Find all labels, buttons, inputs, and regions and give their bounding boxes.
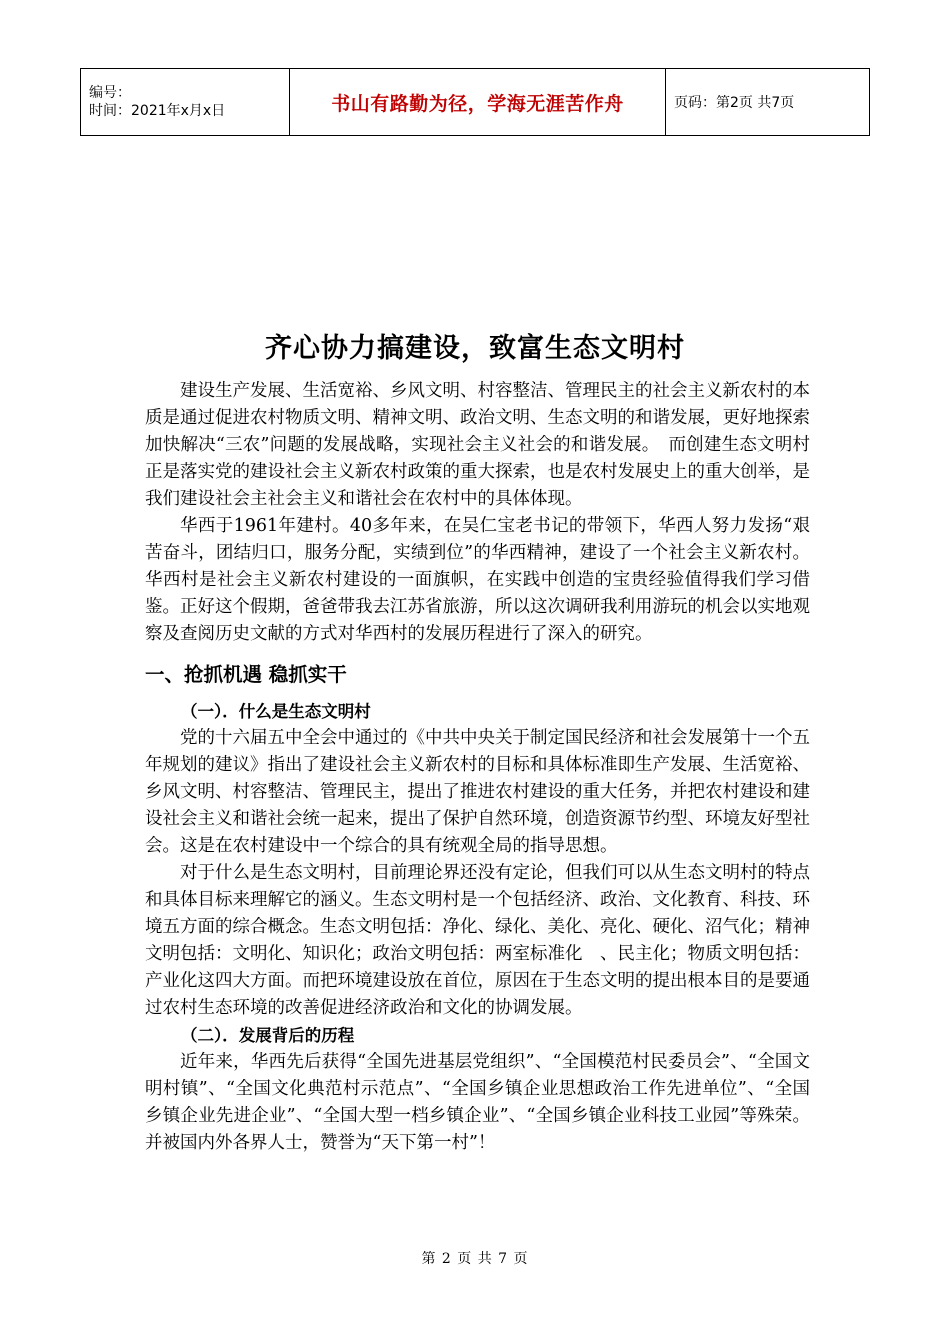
subsection-heading-1: （一）．什么是生态文明村 <box>181 702 371 721</box>
header-meta <box>81 69 290 136</box>
intro-paragraph: 建设生产发展、生活宽裕、乡风文明、村容整洁、管理民主的社会主义新农村的本质是通过促进农村物质文明、精神文明、政治文明、生态文明的和谐发展，更好地探索加快解决“三农”问题的发展战略，实现社会主义社会的和谐发展。 而创建生态文明村正是落实党的建设社会主义新农村政策的重大探索，也是农村发展史上的重大创举，是我们建设社会主社会主义和谐社会在农村中的具体体现。 <box>145 381 810 509</box>
page-footer: 第 2 页 共 7 页 <box>421 1251 529 1267</box>
header-table <box>80 68 870 136</box>
section-heading-1: 一、抢抓机遇 稳抓实干 <box>145 663 347 686</box>
subsection-heading-2: （二）．发展背后的历程 <box>181 1026 355 1045</box>
header-page-info: 页码：第2页 共7页 <box>666 69 870 136</box>
huaxi-paragraph: 华西于1961年建村。40多年来，在吴仁宝老书记的带领下，华西人努力发扬“艰苦奋斗，团结归口，服务分配，实绩到位”的华西精神，建设了一个社会主义新农村。华西村是社会主义新农村建设的一面旗帜，在实践中创造的宝贵经验值得我们学习借鉴。正好这个假期，爸爸带我去江苏省旅游，所以这次调研我利用游玩的机会以实地观察及查阅历史文献的方式对华西村的发展历程进行了深入的研究。 <box>145 516 810 644</box>
document-number-label: 编号： <box>89 85 131 101</box>
document-body <box>145 378 810 1157</box>
subsection-1-paragraph-2: 对于什么是生态文明村，目前理论界还没有定论，但我们可以从生态文明村的特点和具体目标来理解它的涵义。生态文明村是一个包括经济、政治、文化教育、科技、环境五方面的综合概念。生态文明包括：净化、绿化、美化、亮化、硬化、沼气化；精神文明包括：文明化、知识化；政治文明包括：两室标准化 、民主化；物质文明包括：产业化这四大方面。而把环境建设放在首位，原因在于生态文明的提出根本目的是要通过农村生态环境的改善促进经济政治和文化的协调发展。 <box>145 863 810 1018</box>
subsection-2-paragraph-1: 近年来，华西先后获得“全国先进基层党组织”、“全国模范村民委员会”、“全国文明村镇”、“全国文化典范村示范点”、“全国乡镇企业思想政治工作先进单位”、“全国乡镇企业先进企业”、“全国大型一档乡镇企业”、“全国乡镇企业科技工业园”等殊荣。并被国内外各界人士，赞誉为“天下第一村”！ <box>145 1052 810 1153</box>
subsection-1-paragraph-1: 党的十六届五中全会中通过的《中共中央关于制定国民经济和社会发展第十一个五年规划的建议》指出了建设社会主义新农村的目标和具体标准即生产发展、生活宽裕、乡风文明、村容整洁、管理民主，提出了推进农村建设的重大任务，并把农村建设和建设社会主义和谐社会统一起来，提出了保护自然环境，创造资源节约型、环境友好型社会。这是在农村建设中一个综合的具有统观全局的指导思想。 <box>145 728 810 856</box>
document-date-label: 时间：2021年x月x日 <box>89 103 226 119</box>
header-motto: 书山有路勤为径，学海无涯苦作舟 <box>290 69 666 136</box>
document-title: 齐心协力搞建设，致富生态文明村 <box>265 333 685 364</box>
